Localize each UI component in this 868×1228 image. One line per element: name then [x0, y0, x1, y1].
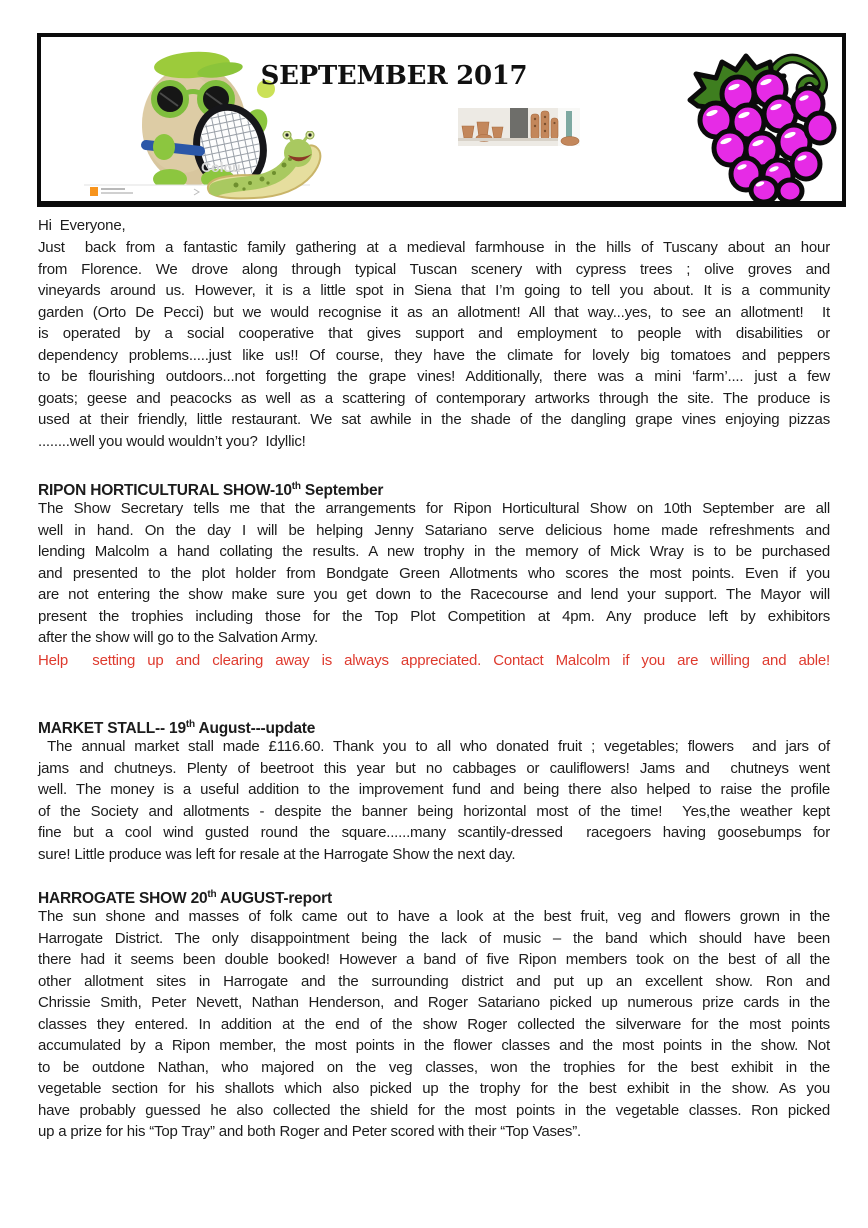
page-title: SEPTEMBER 2017	[260, 61, 528, 91]
intro-paragraph: Just back from a fantastic family gathering at a medieval farmhouse in the hills of Tuscany about an hour from Florence. We drove along through typical Tuscan scenery with cypress trees ; olive groves and vineyards around us. However, it is a little spot in Siena that I’m going to tell you about. It is a community garden (Orto De Pecci) but we would recognise it as an allotment! All that way...yes, to see an allotment! It is operated by a social cooperative that gives support and employment to people with disabilities or dependency problems.....just like us!! Of course, they have the climate for lovely big tomatoes and peppers to be flourishing outdoors...not forgetting the grape vines! Additionally, there was a mini ‘farm’.... just a few goats; geese and peacocks as well as a scattering of contemporary artworks through the site. The produce is used at their friendly, little restaurant. We sat awhile in the shade of the dangling grape vines enjoying pizzas ........well you would wouldn’t you? Idyllic!	[38, 239, 830, 450]
help-request-note: Help setting up and clearing away is always appreciated. Contact Malcolm if you are willing and able!	[38, 652, 830, 668]
snail-image	[202, 131, 336, 201]
stock-watermark-text: Colou	[201, 159, 241, 175]
newsletter-masthead	[37, 33, 846, 207]
harrogate-show-paragraph: The sun shone and masses of folk came out to have a look at the best fruit, veg and flowers grown in the Harrogate District. The only disappointment being the lack of music – the band which should have been there had it seems been double booked! However a band of five Ripon members took on the best of all the other allotment sites in Harrogate and the surrounding district and put up an excellent show. Ron and Chrissie Smith, Peter Nevett, Nathan Henderson, and Roger Satariano picked up numerous prize cards in the classes they entered. In addition at the end of the show Roger collected the silverware for the most points accumulated by a Ripon member, the most points in the flower classes and the most points in the show. Not to be outdone Nathan, who majored on the veg classes, won the trophies for the best exhibit in the vegetable section for his shallots which also picked up the trophy for the best exhibit in the show. As you have probably guessed he also collected the shield for the most points in the vegetable classes. Ron picked up a prize for his “Top Tray” and both Roger and Peter scored with their “Top Vases”.	[38, 908, 830, 1140]
market-stall-paragraph: The annual market stall made £116.60. Thank you to all who donated fruit ; vegetables; flowers and jars of jams and chutneys. Plenty of beetroot this year but no cabbages or cauliflowers! Jams and chutneys went well. The money is a useful addition to the improvement fund and being there also helped to raise the profile of the Society and allotments - despite the banner being horizontal most of the time! Yes,the weather kept fine but a cool wind gusted round the square......many scantily-dressed racegoers having goosebumps for sure! Little produce was left for resale at the Harrogate Show the next day.	[38, 738, 830, 863]
greeting-text: Hi Everyone,	[38, 217, 126, 234]
section-heading-harrogate-show: HARROGATE SHOW 20th AUGUST-report	[38, 889, 332, 908]
ripon-show-paragraph: The Show Secretary tells me that the arrangements for Ripon Horticultural Show on 10th September are all well in hand. On the day I will be helping Jenny Satariano serve delicious home made refreshments and lending Malcolm a hand collating the results. A new trophy in the memory of Mick Wray is to be purchased and presented to the plot holder from Bondgate Green Allotments who scores the most points. Even if you are not entering the show make sure you get down to the Racecourse and lend your support. The Mayor will present the trophies including those for the Top Plot Competition at 4pm. Any produce left by exhibitors after the show will go to the Salvation Army.	[38, 500, 830, 646]
grapes-image	[680, 42, 844, 202]
section-heading-market-stall: MARKET STALL-- 19th August---update	[38, 719, 316, 738]
section-heading-ripon-show: RIPON HORTICULTURAL SHOW-10th September	[38, 481, 384, 500]
clay-pots-photo	[458, 108, 580, 146]
